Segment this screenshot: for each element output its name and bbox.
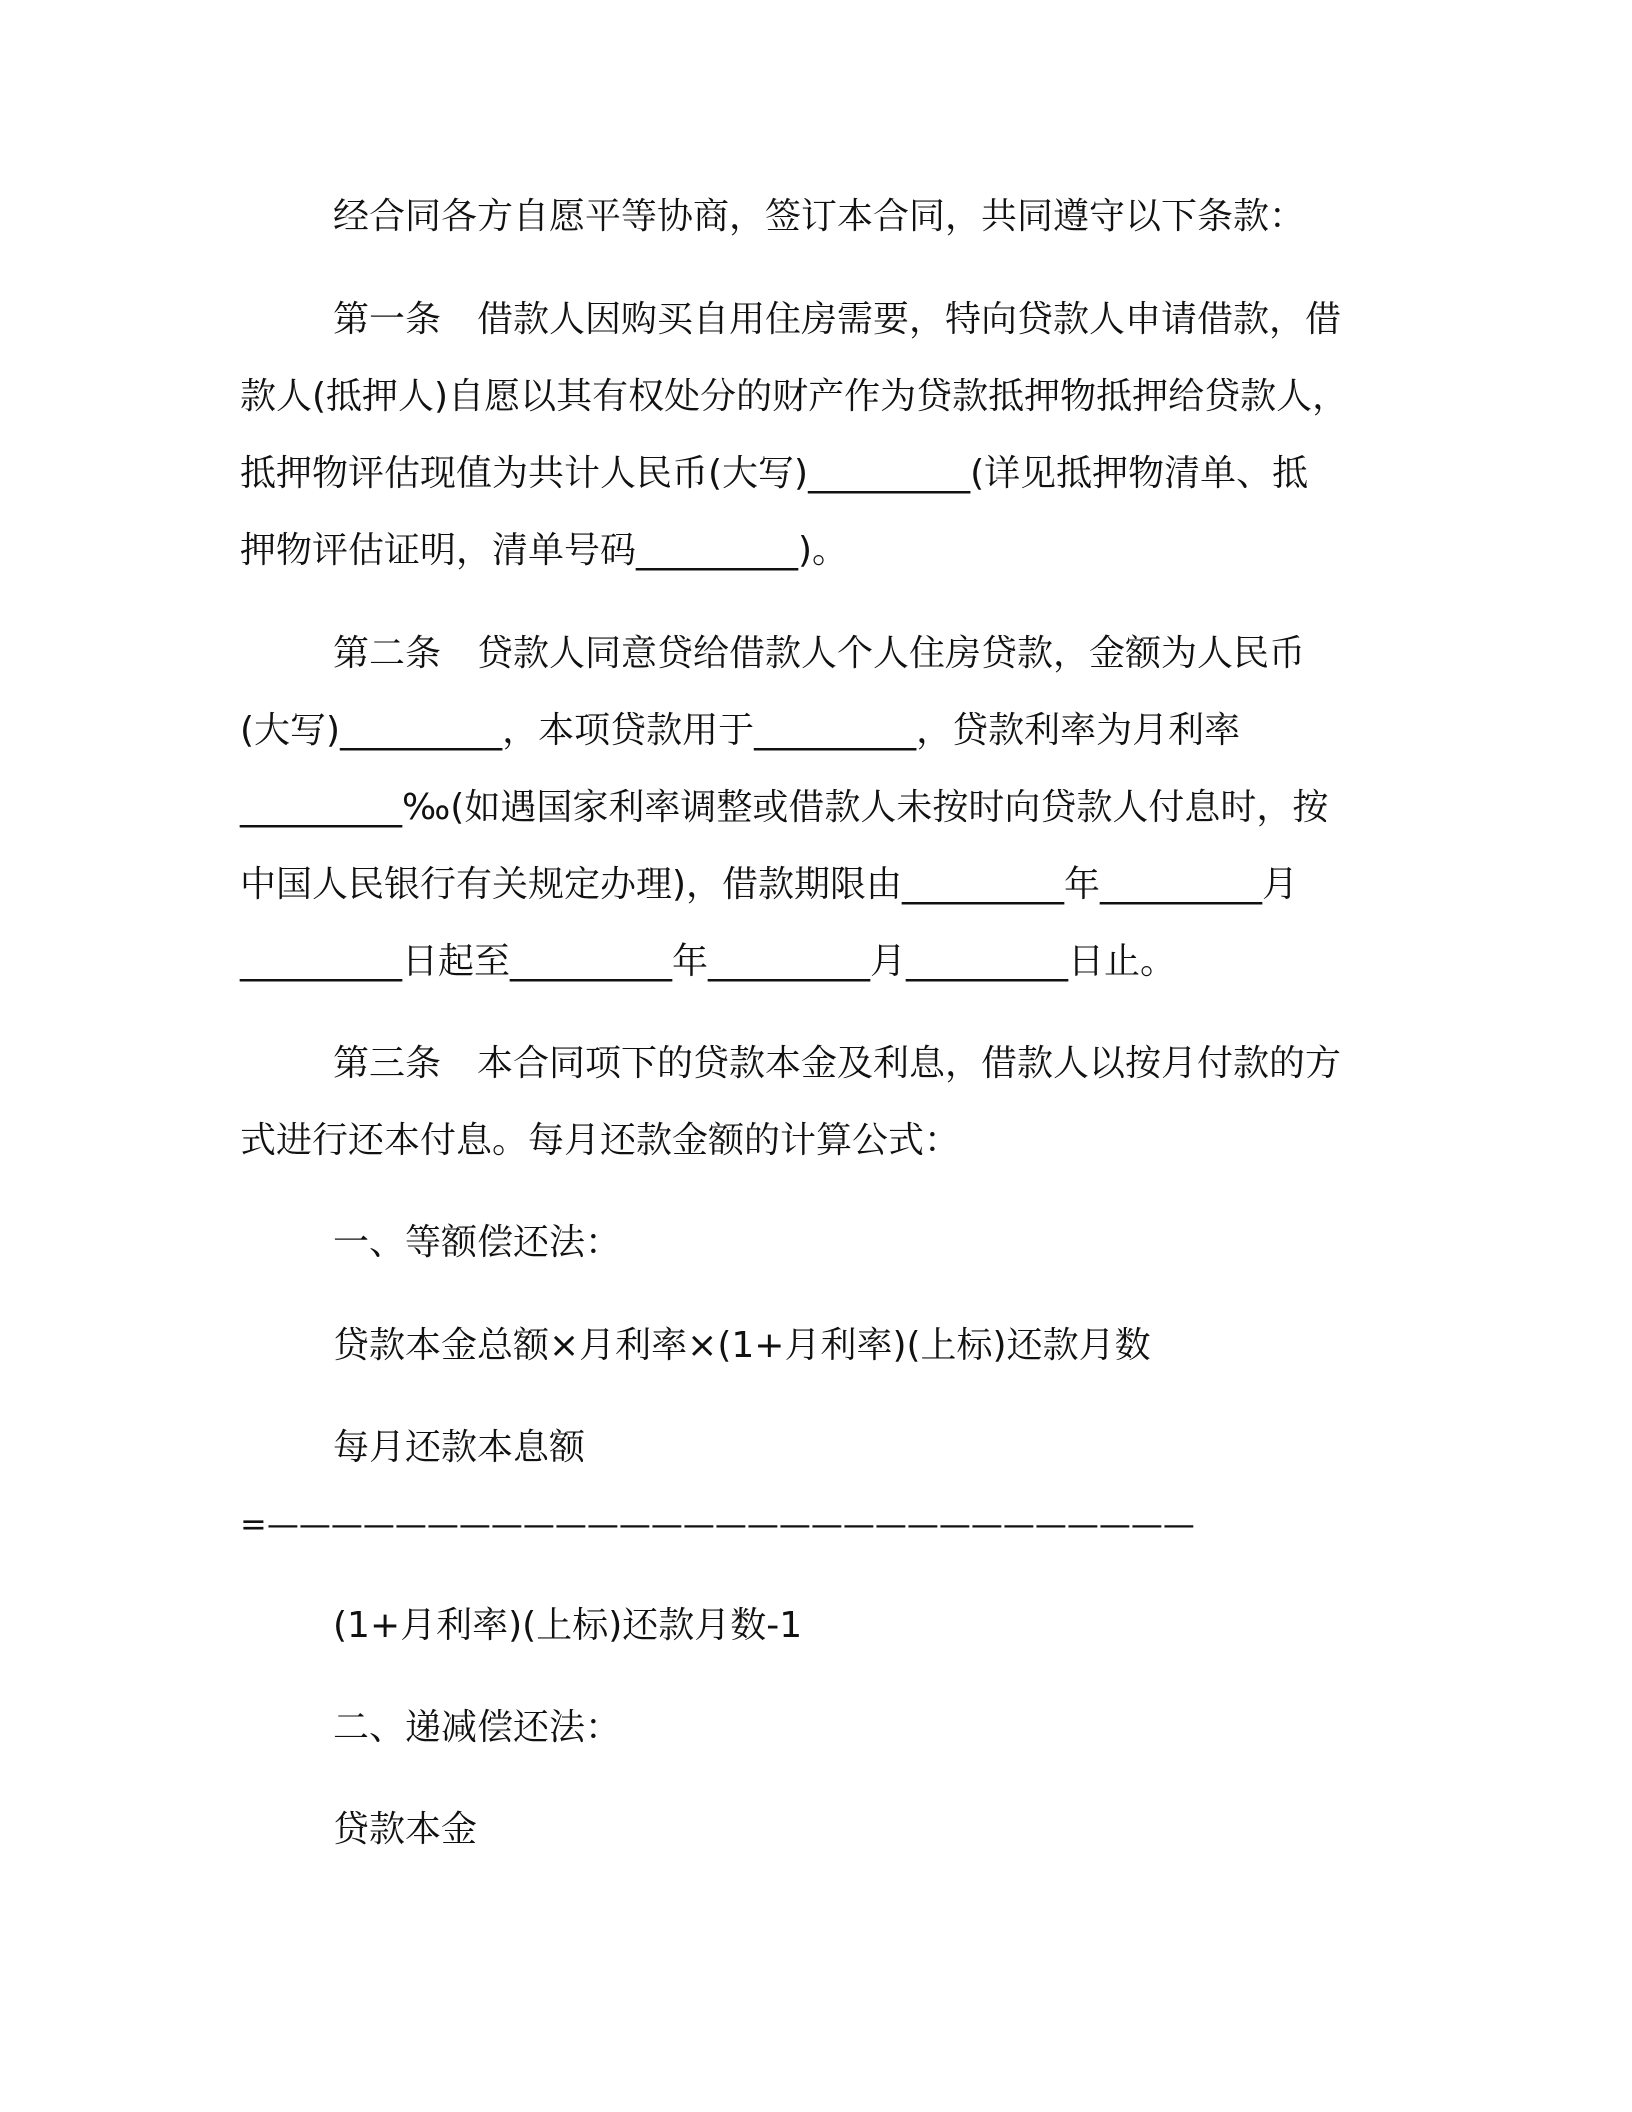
formula-numerator: 贷款本金总额×月利率×(1+月利率)(上标)还款月数 [333,1325,1151,1366]
article-2-line-1: 第二条 贷款人同意贷给借款人个人住房贷款，金额为人民币 [333,633,1306,674]
article-2-line-5: _________日起至_________年_________月_________日止。 [240,941,1177,982]
article-1-line-2: 款人(抵押人)自愿以其有权处分的财产作为贷款抵押物抵押给贷款人， [240,376,1349,417]
article-3-line-1: 第三条 本合同项下的贷款本金及利息，借款人以按月付款的方 [333,1043,1342,1084]
article-1-line-4: 押物评估证明，清单号码_________)。 [240,530,849,571]
article-1-line-3: 抵押物评估现值为共计人民币(大写)_________(详见抵押物清单、抵 [240,453,1309,494]
method-2-heading: 二、递减偿还法： [333,1707,622,1748]
formula-denominator: (1+月利率)(上标)还款月数-1 [333,1605,803,1646]
formula-fraction-bar: =————————————————————————————— [240,1505,1195,1543]
article-2-line-2: (大写)_________，本项贷款用于_________，贷款利率为月利率 [240,710,1241,751]
method-1-heading: 一、等额偿还法： [333,1222,622,1263]
article-2-line-4: 中国人民银行有关规定办理)，借款期限由_________年_________月 [240,864,1299,905]
method-2-line-1: 贷款本金 [333,1809,478,1850]
article-2-line-3: _________‰(如遇国家利率调整或借款人未按时向贷款人付息时，按 [240,787,1329,828]
intro-line: 经合同各方自愿平等协商，签订本合同，共同遵守以下条款： [333,196,1306,237]
formula-label: 每月还款本息额 [333,1427,586,1468]
article-3-line-2: 式进行还本付息。每月还款金额的计算公式： [240,1120,961,1161]
article-1-line-1: 第一条 借款人因购买自用住房需要，特向贷款人申请借款，借 [333,299,1342,340]
